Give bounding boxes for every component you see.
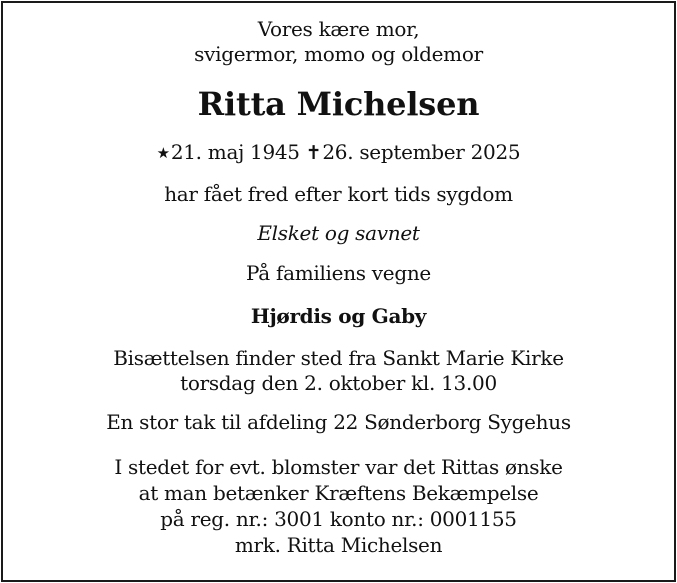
funeral-line-2: torsdag den 2. oktober kl. 13.00 — [180, 371, 497, 395]
donation-line-4: mrk. Ritta Michelsen — [234, 533, 443, 557]
intro-line-2: svigermor, momo og oldemor — [194, 42, 483, 66]
donation-line-1: I stedet for evt. blomster var det Rittas ønske — [114, 455, 563, 479]
star-icon: ★ — [156, 144, 170, 162]
thanks-line: En stor tak til afdeling 22 Sønderborg Sygehus — [106, 410, 571, 434]
donation-line-3: på reg. nr.: 3001 konto nr.: 0001155 — [160, 507, 517, 531]
obituary-notice — [1, 1, 676, 582]
death-date: 26. september 2025 — [322, 140, 521, 164]
deceased-name: Ritta Michelsen — [197, 85, 480, 123]
on-behalf-line: På familiens vegne — [246, 261, 431, 285]
birth-date: 21. maj 1945 — [170, 140, 300, 164]
donation-line-2: at man betænker Kræftens Bekæmpelse — [138, 481, 539, 505]
family-names: Hjørdis og Gaby — [250, 304, 427, 328]
intro-line-1: Vores kære mor, — [257, 17, 420, 41]
funeral-line-1: Bisættelsen finder sted fra Sankt Marie Kirke — [113, 346, 564, 370]
life-dates — [3, 140, 674, 166]
tribute-line: Elsket og savnet — [257, 221, 420, 245]
cross-icon: ✝ — [305, 142, 322, 164]
message-line: har fået fred efter kort tids sygdom — [164, 182, 513, 206]
